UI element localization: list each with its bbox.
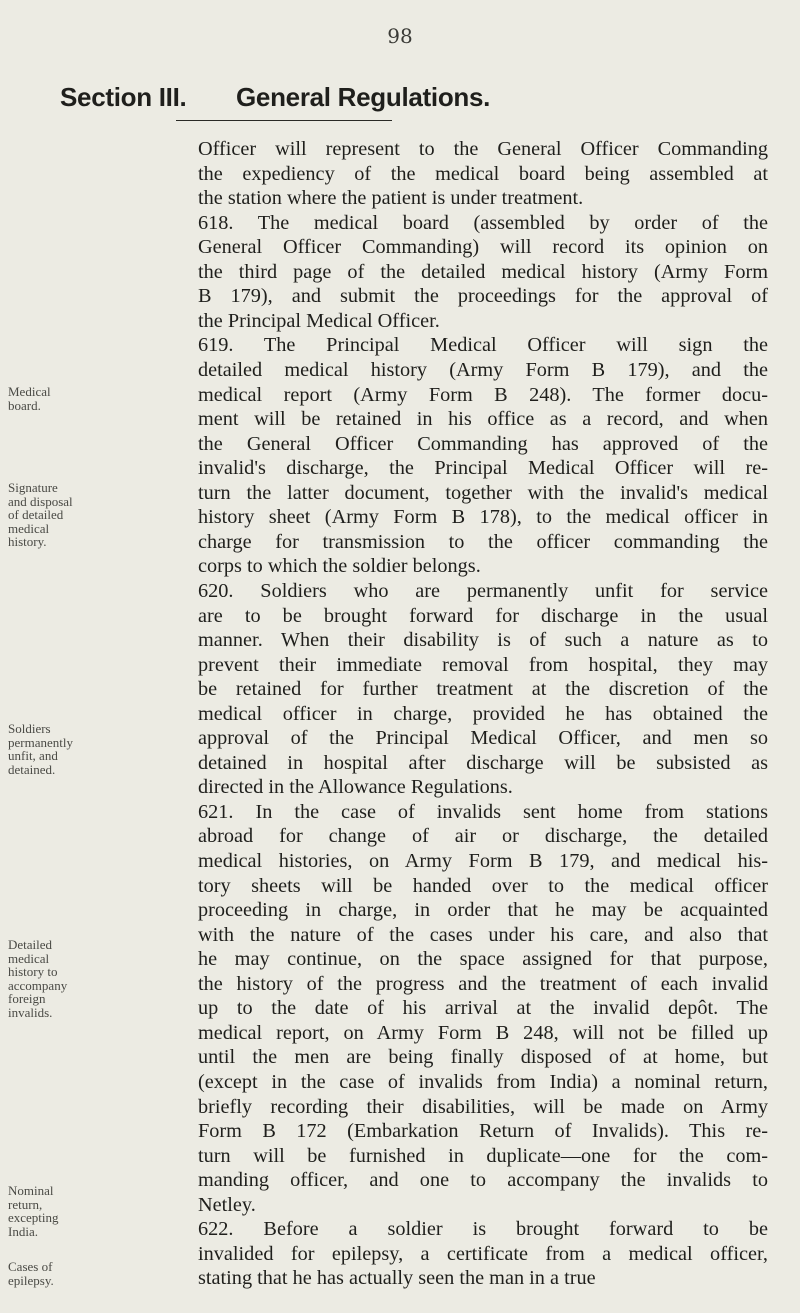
text-line: turn will be furnished in duplicate—one for the com-: [198, 1144, 768, 1167]
margin-note-line: excepting: [8, 1210, 59, 1225]
margin-note-nominal-return: [8, 1184, 100, 1238]
text-line: Form B 172 (Embarkation Return of Invalids). This re-: [198, 1120, 768, 1142]
text-line: 621. In the case of invalids sent home from stations: [198, 800, 768, 823]
text-line: invalided for epilepsy, a certificate from a medical officer,: [198, 1242, 768, 1265]
text-line: detained in hospital after discharge will be subsisted as: [198, 751, 768, 774]
text-line: are to be brought forward for discharge in the usual: [198, 604, 768, 627]
margin-note-signature: [8, 481, 100, 549]
margin-note-line: India.: [8, 1223, 38, 1239]
text-line: prevent their immediate removal from hospital, they may: [198, 653, 768, 676]
text-line: the station where the patient is under treatment.: [198, 187, 584, 210]
header-title: General Regulations.: [236, 82, 491, 112]
text-line: 618. The medical board (assembled by order of the: [198, 211, 768, 234]
text-line: charge for transmission to the officer commanding the: [198, 530, 768, 553]
margin-note-line: foreign: [8, 991, 46, 1006]
margin-note-line: Soldiers: [8, 721, 51, 736]
margin-note-line: medical: [8, 520, 50, 536]
text-line: tory sheets will be handed over to the medical officer: [198, 874, 768, 897]
margin-note-line: history.: [8, 534, 47, 549]
header-section-number: Section III.: [60, 82, 187, 112]
text-line: the General Officer Commanding has approved of the: [198, 432, 768, 455]
text-line: he may continue, on the space assigned for that purpose,: [198, 948, 768, 971]
text-line: with the nature of the cases under his care, and also that: [198, 923, 768, 946]
text-line: up to the date of his arrival at the invalid depôt. The: [198, 997, 768, 1020]
text-line: abroad for change of air or discharge, the detailed: [198, 825, 768, 848]
text-line: briefly recording their disabilities, will be made on Army: [198, 1095, 768, 1118]
margin-note-line: detained.: [8, 761, 56, 777]
running-header: [60, 82, 750, 114]
text-line: 620. Soldiers who are permanently unfit for service: [198, 579, 768, 602]
margin-note-line: invalids.: [8, 1004, 53, 1020]
header-rule: [176, 120, 392, 121]
text-line: medical report (Army Form B 248). The former docu-: [198, 383, 768, 406]
text-line: turn the latter document, together with the invalid's medical: [198, 481, 768, 504]
margin-note-line: medical: [8, 950, 50, 966]
text-line: history sheet (Army Form B 178), to the medical officer in: [198, 506, 768, 529]
text-line: 619. The Principal Medical Officer will sign the: [198, 334, 768, 357]
margin-note-line: of detailed: [8, 507, 64, 522]
margin-note-line: return,: [8, 1196, 43, 1212]
margin-note-line: unfit, and: [8, 748, 58, 763]
margin-note-line: Detailed: [8, 937, 53, 952]
text-line: medical histories, on Army Form B 179, and medical his-: [198, 850, 768, 872]
text-line: General Officer Commanding) will record its opinion on: [198, 236, 768, 259]
margin-note-line: board.: [8, 397, 41, 413]
margin-note-line: Signature: [8, 480, 58, 495]
text-line: approval of the Principal Medical Officer, and men so: [198, 727, 768, 750]
text-line: directed in the Allowance Regulations.: [198, 776, 513, 799]
margin-note-line: Nominal: [8, 1183, 54, 1198]
text-line: detailed medical history (Army Form B 179), and the: [198, 359, 768, 381]
margin-note-line: Medical: [8, 384, 51, 399]
text-line: Netley.: [198, 1193, 256, 1216]
margin-note-epilepsy: [8, 1260, 100, 1287]
text-line: the expediency of the medical board being assembled at: [198, 162, 768, 185]
text-line: manding officer, and one to accompany the invalids to: [198, 1169, 768, 1192]
text-line: B 179), and submit the proceedings for the approval of: [198, 285, 768, 308]
text-line: 622. Before a soldier is brought forward to be: [198, 1218, 768, 1241]
text-line: be retained for further treatment at the discretion of the: [198, 678, 768, 701]
text-line: corps to which the soldier belongs.: [198, 555, 481, 578]
margin-note-line: permanently: [8, 734, 73, 750]
text-line: ment will be retained in his office as a record, and when: [198, 408, 768, 431]
text-line: Officer will represent to the General Officer Commanding: [198, 138, 768, 160]
margin-note-line: history to: [8, 964, 58, 979]
text-line: the Principal Medical Officer.: [198, 309, 440, 332]
page-number: 98: [387, 24, 413, 48]
margin-note-line: accompany: [8, 977, 68, 993]
margin-note-line: and disposal: [8, 493, 73, 509]
text-line: medical officer in charge, provided he has obtained the: [198, 702, 768, 725]
text-line: the third page of the detailed medical history (Army Form: [198, 260, 768, 283]
margin-note-line: Cases of: [8, 1259, 53, 1274]
margin-note-medical-board: [8, 385, 100, 412]
text-line: the history of the progress and the treatment of each invalid: [198, 972, 768, 995]
text-line: manner. When their disability is of such a nature as to: [198, 629, 768, 651]
text-line: (except in the case of invalids from India) a nominal return,: [198, 1070, 768, 1093]
margin-note-line: epilepsy.: [8, 1272, 54, 1288]
text-line: medical report, on Army Form B 248, will not be filled up: [198, 1021, 768, 1044]
margin-note-soldiers-unfit: [8, 722, 100, 776]
text-line: invalid's discharge, the Principal Medical Officer will re-: [198, 457, 768, 480]
text-line: proceeding in charge, in order that he may be acquainted: [198, 899, 768, 922]
text-line: until the men are being finally disposed of at home, but: [198, 1046, 768, 1069]
margin-note-detailed-history: [8, 938, 100, 1019]
text-line: stating that he has actually seen the man in a true: [198, 1267, 596, 1290]
